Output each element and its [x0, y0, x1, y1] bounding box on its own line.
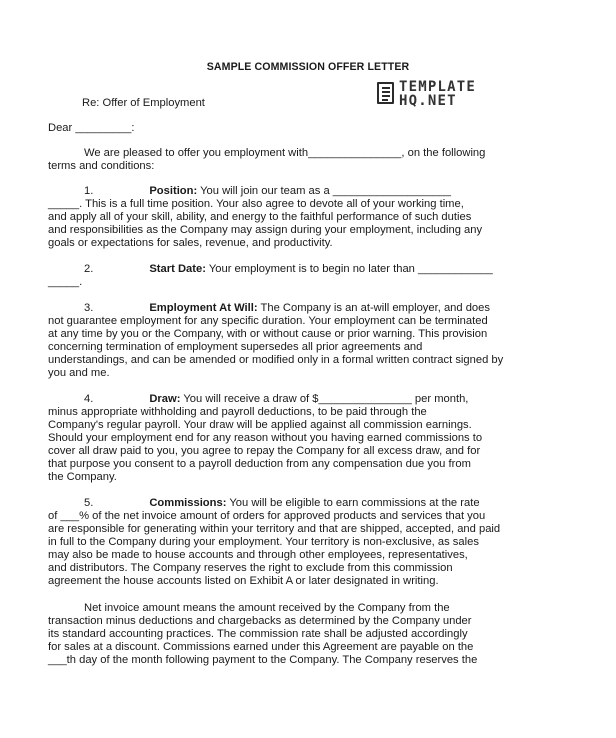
intro-line: We are pleased to offer you employment with_______________, on the following — [84, 147, 486, 159]
section-text: Should your employment end for any reason without you having earned commissions to — [48, 432, 483, 444]
section-text: the Company. — [48, 471, 117, 483]
document-title: SAMPLE COMMISSION OFFER LETTER — [206, 61, 410, 73]
section-text: and distributors. The Company reserves the right to exclude from this commission — [48, 562, 453, 574]
section-text: concerning termination of employment supersedes all prior agreements and — [48, 341, 423, 353]
net-invoice-text: its standard accounting practices. The commission rate shall be adjusted accordingly — [48, 628, 468, 640]
section-text: understandings, and can be amended or modified only in a formal written contract signed by — [48, 354, 504, 366]
section-text: _____. This is a full time position. Your also agree to devote all of your working time, — [48, 198, 464, 210]
net-invoice-text: ___th day of the month following payment to the Company. The Company reserves the — [48, 654, 478, 666]
section-heading: Start Date: — [149, 263, 206, 275]
section-text: and responsibilities as the Company may assign during your employment, including any — [48, 224, 483, 236]
section-number: 3. — [84, 302, 94, 314]
section-position — [84, 185, 451, 198]
section-text: _____. — [48, 276, 83, 288]
section-heading: Position: — [149, 185, 198, 197]
section-text: Company's regular payroll. Your draw will be applied against all commission earnings. — [48, 419, 472, 431]
section-draw — [84, 393, 468, 406]
section-heading: Commissions: — [149, 497, 227, 509]
templatehq-logo — [377, 80, 497, 110]
net-invoice-text: for sales at a discount. Commissions earned under this Agreement are payable on the — [48, 641, 474, 653]
section-text: minus appropriate withholding and payroll deductions, to be paid through the — [48, 406, 427, 418]
section-text: goals or expectations for sales, revenue, and productivity. — [48, 237, 333, 249]
section-text: you and me. — [48, 367, 110, 379]
section-number: 2. — [84, 263, 94, 275]
section-heading: Employment At Will: — [149, 302, 258, 314]
section-text: and apply all of your skill, ability, and energy to the faithful performance of such duties — [48, 211, 472, 223]
net-invoice-text: Net invoice amount means the amount received by the Company from the — [84, 602, 450, 614]
net-invoice-text: transaction minus deductions and chargebacks as determined by the Company under — [48, 615, 472, 627]
salutation: Dear _________: — [48, 122, 135, 134]
section-text: not guarantee employment for any specific duration. Your employment can be terminated — [48, 315, 488, 327]
re-line: Re: Offer of Employment — [82, 97, 205, 109]
section-text: may also be made to house accounts and through other employees, representatives, — [48, 549, 468, 561]
section-text: in full to the Company during your employment. Your territory is non-exclusive, as sales — [48, 536, 479, 548]
section-text: You will join our team as a ___________________ — [197, 185, 451, 197]
section-text: The Company is an at-will employer, and does — [257, 302, 490, 314]
section-text: You will receive a draw of $_______________ per month, — [180, 393, 469, 405]
section-text: cover all draw paid to you, you agree to repay the Company for all excess draw, and for — [48, 445, 481, 457]
section-text: are responsible for generating within your territory and that are shipped, accepted, and paid — [48, 523, 501, 535]
section-commissions — [84, 497, 480, 510]
section-text: agreement the house accounts listed on Exhibit A or later designated in writing. — [48, 575, 439, 587]
section-text: of ___% of the net invoice amount of orders for approved products and services that you — [48, 510, 486, 522]
section-text: Your employment is to begin no later than ____________ — [205, 263, 493, 275]
intro-line: terms and conditions: — [48, 160, 155, 172]
document-icon — [377, 82, 394, 104]
section-heading: Draw: — [149, 393, 181, 405]
section-number: 5. — [84, 497, 94, 509]
section-text: You will be eligible to earn commissions at the rate — [226, 497, 480, 509]
section-start-date — [84, 263, 493, 276]
section-at-will — [84, 302, 490, 315]
section-number: 1. — [84, 185, 94, 197]
logo-text-line1: TEMPLATE — [399, 79, 477, 95]
section-number: 4. — [84, 393, 94, 405]
section-text: at any time by you or the Company, with or without cause or prior warning. This provision — [48, 328, 488, 340]
logo-text-line2: HQ.NET — [399, 93, 457, 109]
section-text: that purpose you consent to a payroll deduction from any compensation due you from — [48, 458, 471, 470]
